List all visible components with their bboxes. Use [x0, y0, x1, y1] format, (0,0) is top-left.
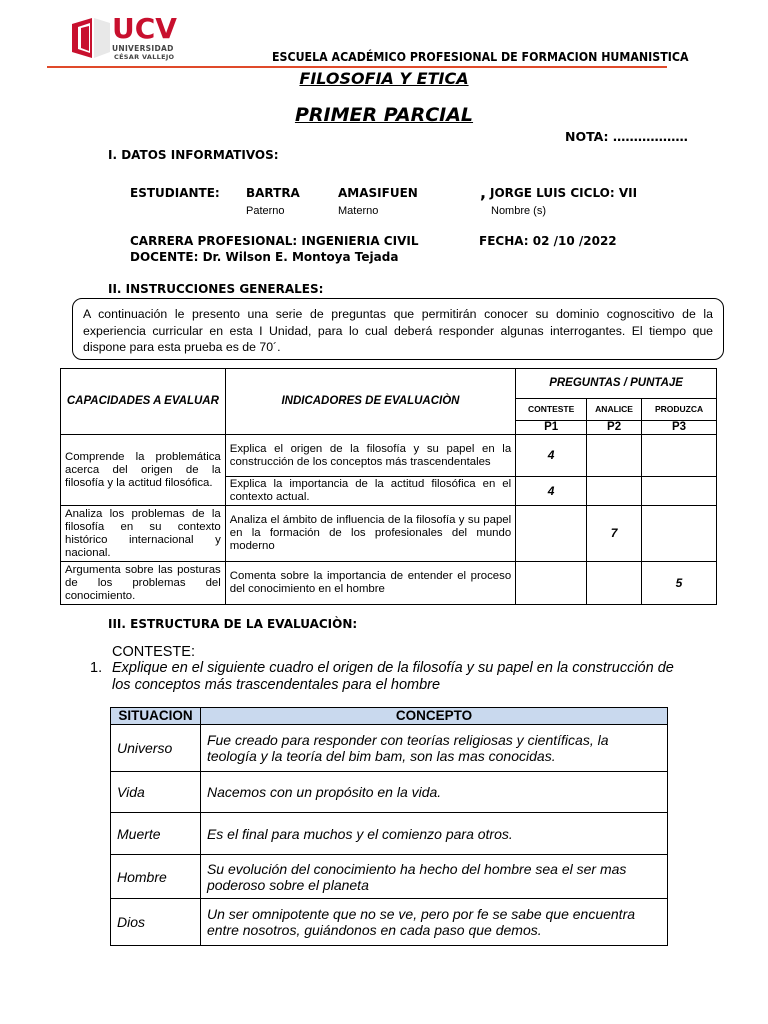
date-field: FECHA: 02 /10 /2022	[479, 234, 617, 248]
header-divider	[47, 66, 667, 68]
col-concepto: CONCEPTO	[200, 708, 667, 725]
situacion-cell: Dios	[111, 899, 201, 946]
concepto-cell: Fue creado para responder con teorías religiosas y científicas, la teología y la teoría del bim bam, son las mas conocidas.	[200, 725, 667, 772]
situacion-cell: Universo	[111, 725, 201, 772]
capacidad-1: Comprende la problemática acerca del origen de la filosofía y la actitud filosófica.	[61, 435, 226, 506]
score-2: 4	[516, 477, 587, 506]
indicador-1: Explica el origen de la filosofía y su papel en la construcción de los conceptos más trascendentales	[225, 435, 515, 477]
empty-cell	[642, 435, 717, 477]
student-paterno: BARTRA	[246, 186, 300, 200]
capacidad-3: Argumenta sobre las posturas de los problemas del conocimiento.	[61, 562, 226, 605]
subject-title: FILOSOFIA Y ETICA	[299, 69, 469, 88]
capacidad-2: Analiza los problemas de la filosofía en su contexto histórico internacional y nacional.	[61, 506, 226, 562]
school-name: ESCUELA ACADÉMICO PROFESIONAL DE FORMACION HUMANISTICA	[272, 50, 689, 64]
question-1-text: Explique en el siguiente cuadro el origen de la filosofía y su papel en la construcción de los conceptos más trascendentales para el hombre	[112, 660, 674, 693]
indicador-2: Explica la importancia de la actitud filosófica en el contexto actual.	[225, 477, 515, 506]
logo-name: UCV	[112, 12, 177, 45]
section-3-title: III. ESTRUCTURA DE LA EVALUACIÒN:	[108, 617, 358, 631]
col-preguntas: PREGUNTAS / PUNTAJE	[516, 369, 717, 399]
situacion-cell: Muerte	[111, 813, 201, 855]
sub-header-analice: ANALICE	[587, 399, 642, 421]
situacion-cell: Hombre	[111, 855, 201, 899]
col-capacidades: CAPACIDADES A EVALUAR	[61, 369, 226, 435]
student-label: ESTUDIANTE:	[130, 186, 220, 200]
section-2-title: II. INSTRUCCIONES GENERALES:	[108, 282, 324, 296]
p2-header: P2	[587, 421, 642, 435]
concept-table	[110, 707, 668, 946]
concepto-cell: Un ser omnipotente que no se ve, pero por fe se sabe que encuentra entre nosotros, guiándonos en cada paso que demos.	[200, 899, 667, 946]
name-separator: ,	[480, 183, 487, 202]
sub-header-conteste: CONTESTE	[516, 399, 587, 421]
score-3: 7	[587, 506, 642, 562]
ucv-logo-icon	[70, 18, 112, 60]
empty-cell	[516, 562, 587, 605]
materno-caption: Materno	[338, 205, 379, 217]
evaluation-table	[60, 368, 717, 605]
grade-field: NOTA: ………………	[565, 129, 688, 144]
sub-header-produzca: PRODUZCA	[642, 399, 717, 421]
empty-cell	[587, 477, 642, 506]
col-situacion: SITUACION	[111, 708, 201, 725]
student-name-cycle: JORGE LUIS CICLO: VII	[490, 186, 638, 200]
score-4: 5	[642, 562, 717, 605]
p1-header: P1	[516, 421, 587, 435]
conteste-label: CONTESTE:	[112, 644, 195, 660]
col-indicadores: INDICADORES DE EVALUACIÒN	[225, 369, 515, 435]
empty-cell	[587, 562, 642, 605]
career-field: CARRERA PROFESIONAL: INGENIERIA CIVIL	[130, 234, 419, 248]
concepto-cell: Nacemos con un propósito en la vida.	[200, 772, 667, 813]
concepto-cell: Es el final para muchos y el comienzo para otros.	[200, 813, 667, 855]
question-1-number: 1.	[90, 660, 103, 676]
nombre-caption: Nombre (s)	[491, 205, 547, 217]
paterno-caption: Paterno	[246, 205, 285, 217]
p3-header: P3	[642, 421, 717, 435]
empty-cell	[587, 435, 642, 477]
instructions-box: A continuación le presento una serie de preguntas que permitirán conocer su dominio cognoscitivo de la experiencia curricular en esta I Unidad, para lo cual deberá responder algunas interrogantes. El tiempo que dispone para esta prueba es de 70´.	[72, 298, 724, 360]
empty-cell	[642, 477, 717, 506]
indicador-4: Comenta sobre la importancia de entender el proceso del conocimiento en el hombre	[225, 562, 515, 605]
exam-title: PRIMER PARCIAL	[294, 104, 474, 126]
section-1-title: I. DATOS INFORMATIVOS:	[108, 148, 279, 162]
student-materno: AMASIFUEN	[338, 186, 418, 200]
logo-subtitle-1: UNIVERSIDAD	[112, 44, 174, 53]
empty-cell	[516, 506, 587, 562]
situacion-cell: Vida	[111, 772, 201, 813]
logo-subtitle-2: CÉSAR VALLEJO	[114, 53, 175, 61]
concepto-cell: Su evolución del conocimiento ha hecho del hombre sea el ser mas poderoso sobre el planeta	[200, 855, 667, 899]
score-1: 4	[516, 435, 587, 477]
indicador-3: Analiza el ámbito de influencia de la filosofía y su papel en la formación de los profesionales del mundo moderno	[225, 506, 515, 562]
empty-cell	[642, 506, 717, 562]
teacher-field: DOCENTE: Dr. Wilson E. Montoya Tejada	[130, 250, 399, 264]
